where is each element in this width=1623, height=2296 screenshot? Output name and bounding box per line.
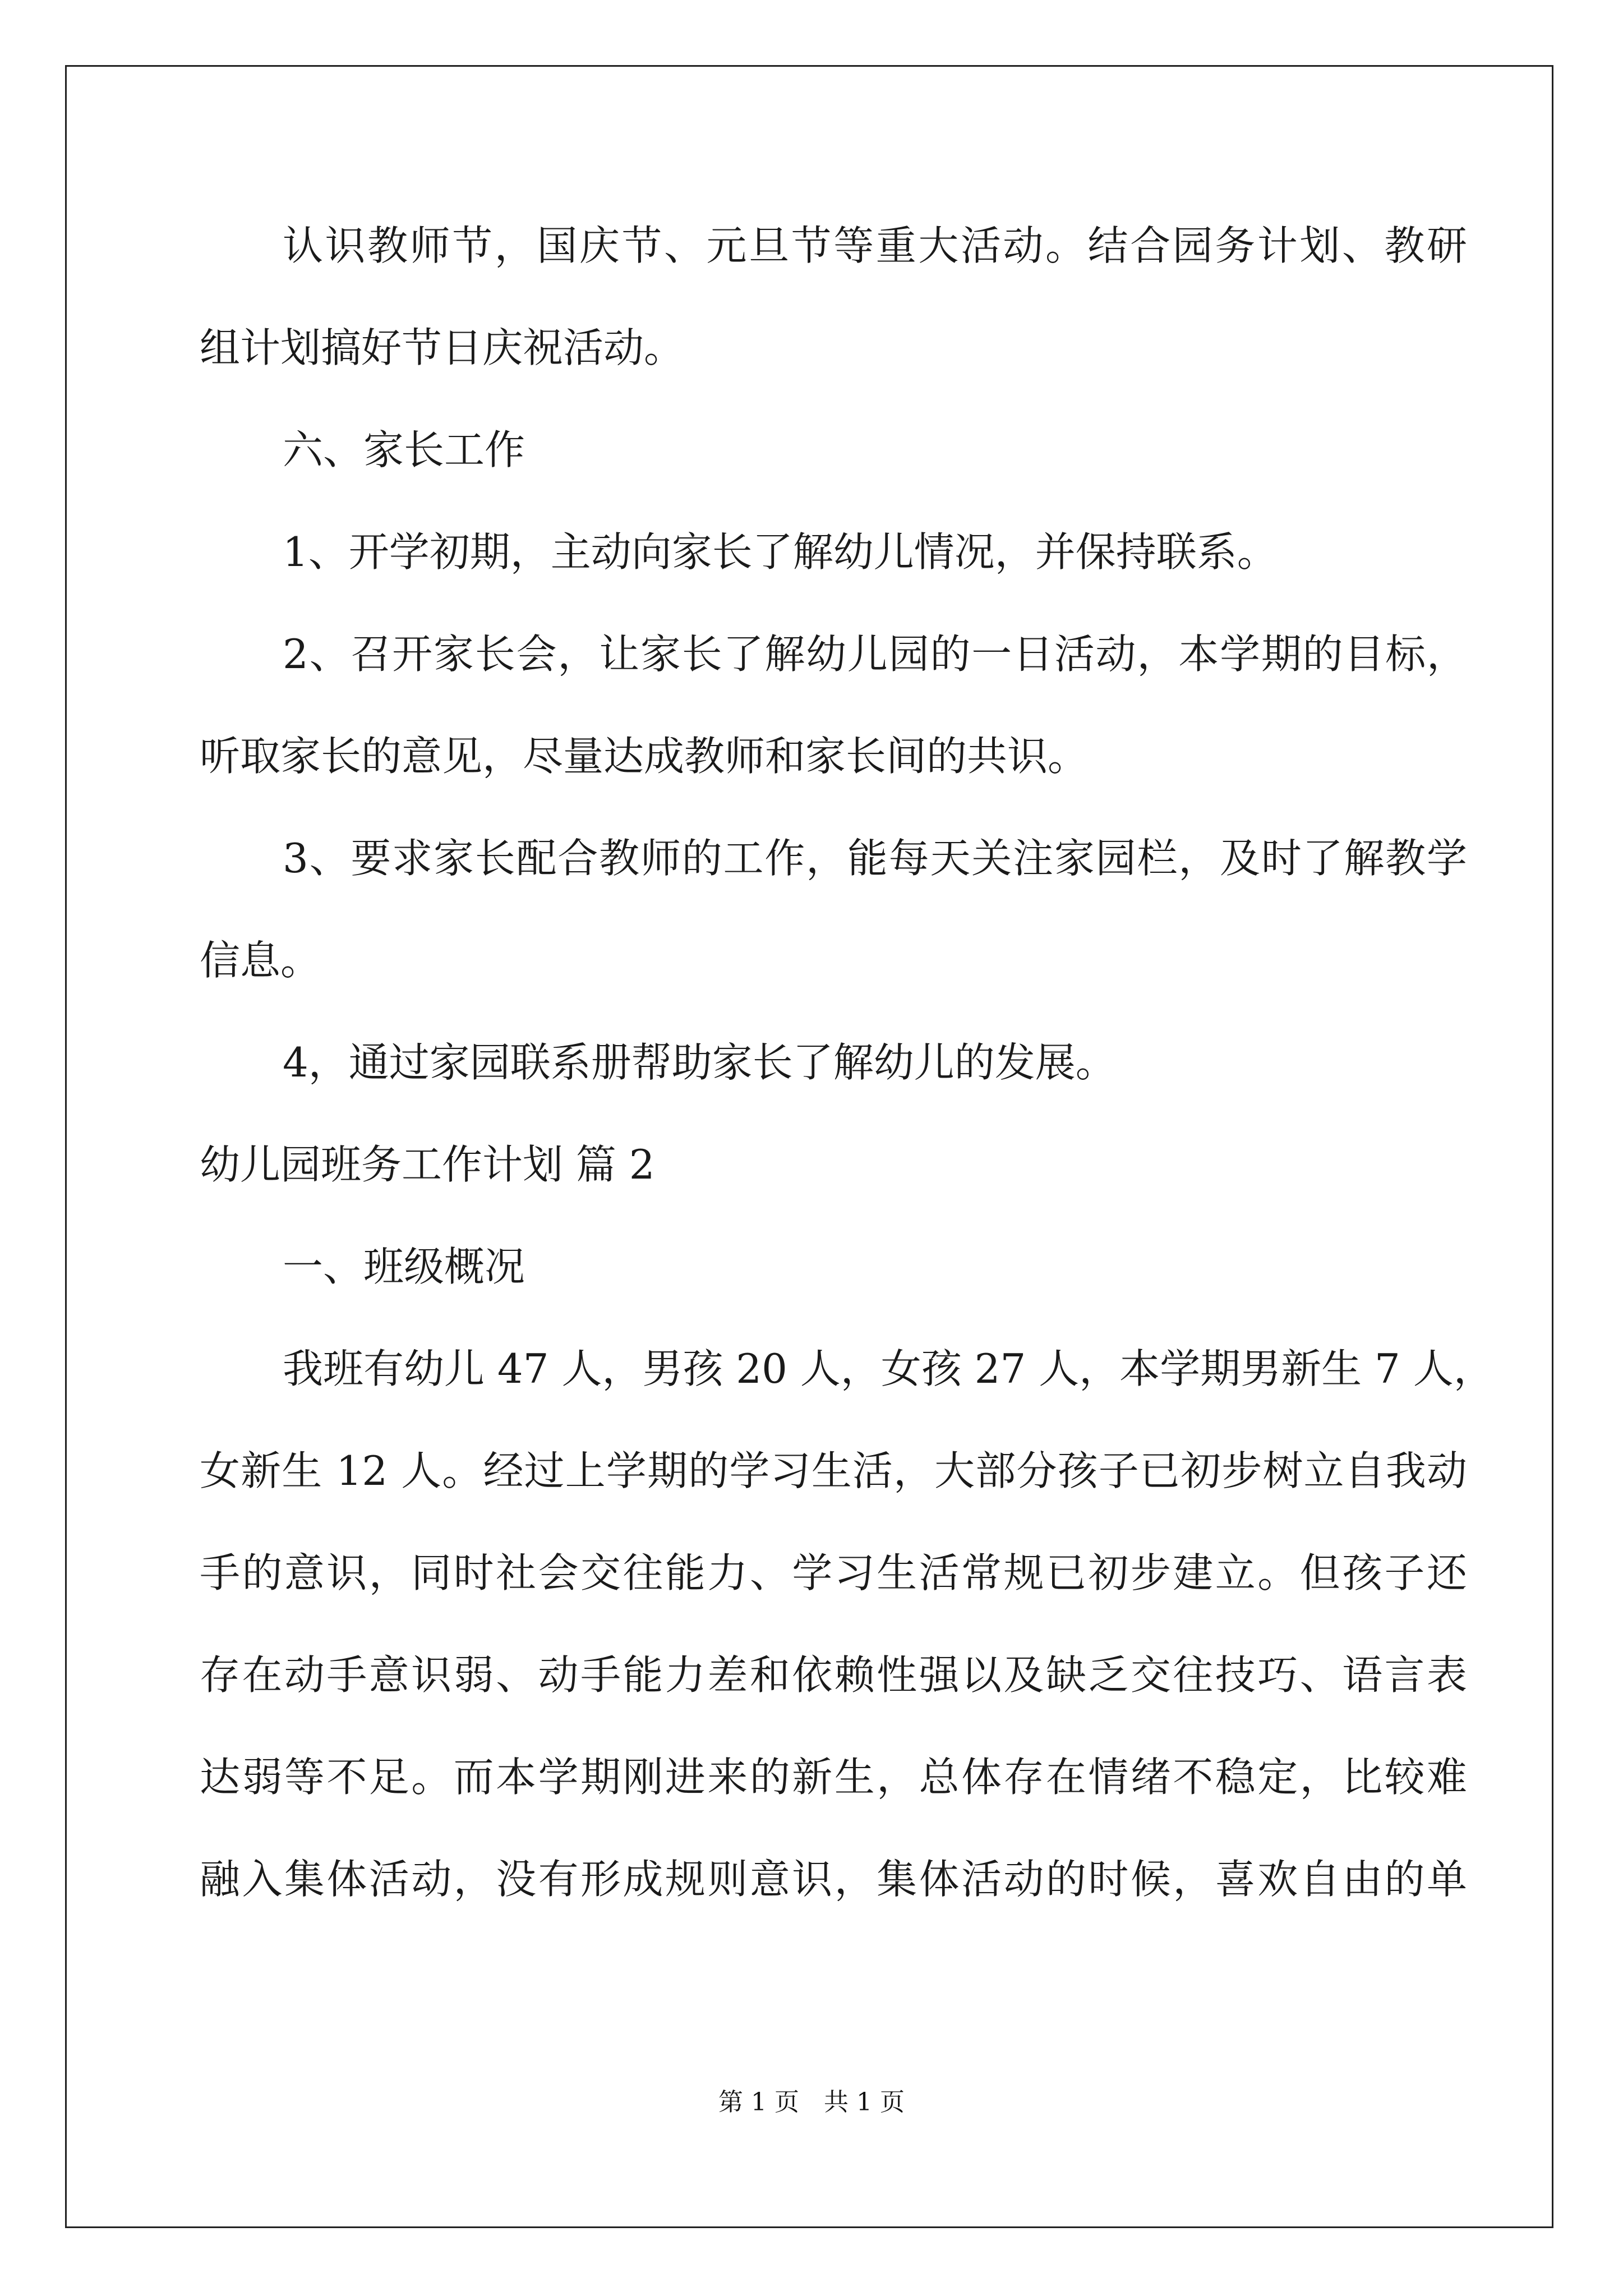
page-footer bbox=[0, 2086, 1623, 2119]
list-item: 1、开学初期，主动向家长了解幼儿情况，并保持联系。 bbox=[283, 528, 1278, 576]
paragraph-line: 融入集体活动，没有形成规则意识，集体活动的时候，喜欢自由的单 bbox=[200, 1856, 1467, 1903]
page-number: 第 1 页 bbox=[718, 2088, 799, 2116]
paragraph-line: 我班有幼儿 47 人，男孩 20 人，女孩 27 人，本学期男新生 7 人， bbox=[283, 1345, 1494, 1392]
list-item: 2、召开家长会，让家长了解幼儿园的一日活动，本学期的目标， bbox=[283, 631, 1467, 678]
paragraph-line: 信息。 bbox=[200, 937, 321, 984]
paragraph-line: 手的意识，同时社会交往能力、学习生活常规已初步建立。但孩子还 bbox=[200, 1549, 1467, 1596]
article-title: 幼儿园班务工作计划 篇 2 bbox=[200, 1141, 655, 1188]
section-heading: 六、家长工作 bbox=[283, 426, 525, 473]
list-item: 4，通过家园联系册帮助家长了解幼儿的发展。 bbox=[283, 1039, 1116, 1086]
paragraph-line: 达弱等不足。而本学期刚进来的新生，总体存在情绪不稳定，比较难 bbox=[200, 1754, 1467, 1801]
paragraph-line: 听取家长的意见，尽量达成教师和家长间的共识。 bbox=[200, 733, 1089, 780]
page-total: 共 1 页 bbox=[824, 2088, 905, 2116]
paragraph-line: 女新生 12 人。经过上学期的学习生活，大部分孩子已初步树立自我动 bbox=[200, 1447, 1467, 1494]
paragraph-line: 认识教师节，国庆节、元旦节等重大活动。结合园务计划、教研 bbox=[283, 222, 1467, 269]
paragraph-line: 存在动手意识弱、动手能力差和依赖性强以及缺乏交往技巧、语言表 bbox=[200, 1651, 1467, 1699]
section-heading: 一、班级概况 bbox=[283, 1243, 525, 1290]
list-item: 3、要求家长配合教师的工作，能每天关注家园栏，及时了解教学 bbox=[283, 835, 1467, 882]
paragraph-line: 组计划搞好节日庆祝活动。 bbox=[200, 324, 685, 371]
